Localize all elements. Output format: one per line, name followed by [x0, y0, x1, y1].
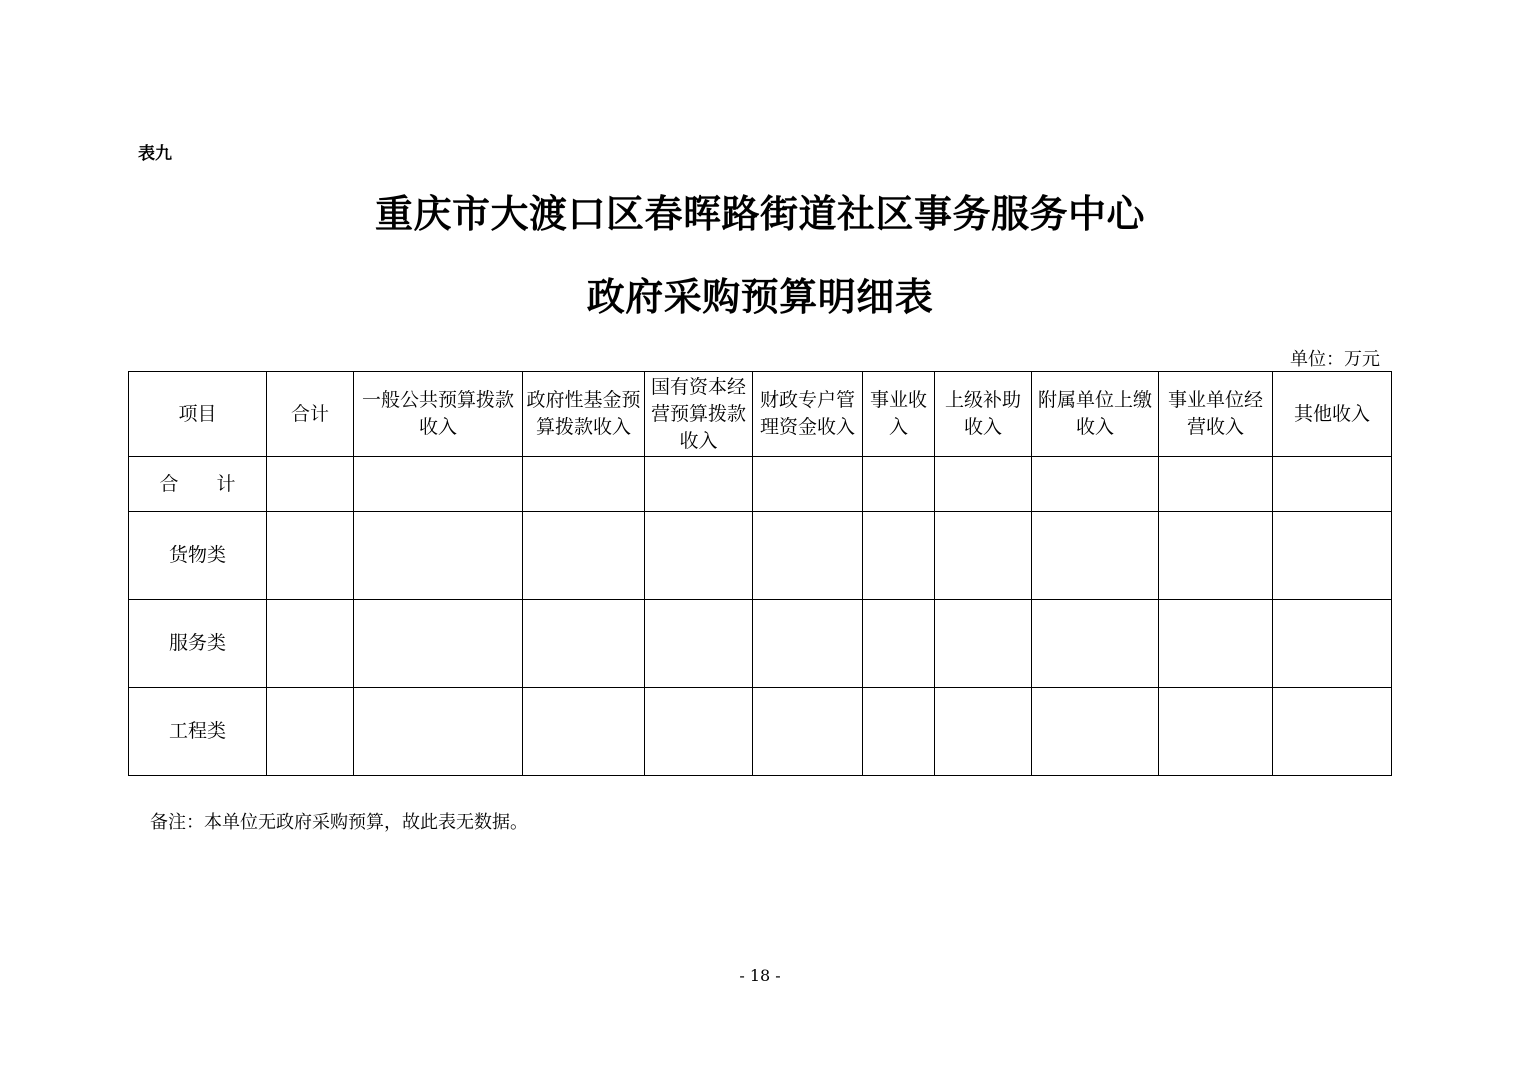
table-header-row [129, 372, 1392, 457]
table-cell [645, 688, 753, 776]
table-row [129, 600, 1392, 688]
row-label: 合 计 [129, 457, 267, 512]
table-cell [645, 512, 753, 600]
header-unit-operating: 事业单位经营收入 [1159, 372, 1273, 457]
table-cell [1273, 512, 1392, 600]
table-cell [753, 600, 863, 688]
table-cell [1159, 457, 1273, 512]
table-label: 表九 [138, 144, 172, 164]
row-label: 货物类 [129, 512, 267, 600]
header-fiscal-account: 财政专户管理资金收入 [753, 372, 863, 457]
table-cell [267, 512, 354, 600]
footnote: 备注：本单位无政府采购预算，故此表无数据。 [150, 812, 528, 833]
table-cell [1273, 457, 1392, 512]
table-cell [354, 688, 523, 776]
table-cell [1159, 512, 1273, 600]
table-cell [267, 600, 354, 688]
table-cell [753, 512, 863, 600]
header-affiliated-remit: 附属单位上缴收入 [1032, 372, 1159, 457]
table-cell [354, 457, 523, 512]
table-cell [1159, 600, 1273, 688]
table-cell [1032, 600, 1159, 688]
header-other-income: 其他收入 [1273, 372, 1392, 457]
page-number: - 18 - [739, 966, 781, 985]
table-cell [523, 512, 645, 600]
table-cell [753, 457, 863, 512]
row-label: 服务类 [129, 600, 267, 688]
table-cell [863, 688, 935, 776]
row-label: 工程类 [129, 688, 267, 776]
procurement-budget-table [128, 371, 1392, 776]
table-row [129, 457, 1392, 512]
table-cell [863, 457, 935, 512]
header-superior-subsidy: 上级补助收入 [935, 372, 1032, 457]
table-cell [354, 512, 523, 600]
page-title-line1: 重庆市大渡口区春晖路街道社区事务服务中心 [374, 191, 1145, 236]
table-cell [1032, 457, 1159, 512]
header-general-budget: 一般公共预算拨款收入 [354, 372, 523, 457]
header-gov-fund: 政府性基金预算拨款收入 [523, 372, 645, 457]
table-cell [523, 457, 645, 512]
table-cell [1032, 512, 1159, 600]
table-cell [863, 600, 935, 688]
table-cell [645, 457, 753, 512]
table-cell [1159, 688, 1273, 776]
header-state-capital: 国有资本经营预算拨款收入 [645, 372, 753, 457]
table-cell [523, 688, 645, 776]
table-cell [267, 688, 354, 776]
table-row [129, 512, 1392, 600]
table-cell [935, 457, 1032, 512]
table-row [129, 688, 1392, 776]
table-cell [1273, 688, 1392, 776]
unit-label: 单位：万元 [1290, 349, 1380, 370]
table-cell [1273, 600, 1392, 688]
header-business-income: 事业收入 [863, 372, 935, 457]
table-cell [935, 688, 1032, 776]
table-cell [863, 512, 935, 600]
table-cell [354, 600, 523, 688]
table-cell [1032, 688, 1159, 776]
table-cell [935, 512, 1032, 600]
page-title-line2: 政府采购预算明细表 [586, 274, 934, 319]
table-cell [267, 457, 354, 512]
table-cell [523, 600, 645, 688]
header-item: 项目 [129, 372, 267, 457]
table-cell [753, 688, 863, 776]
table-cell [935, 600, 1032, 688]
table-cell [645, 600, 753, 688]
header-total: 合计 [267, 372, 354, 457]
